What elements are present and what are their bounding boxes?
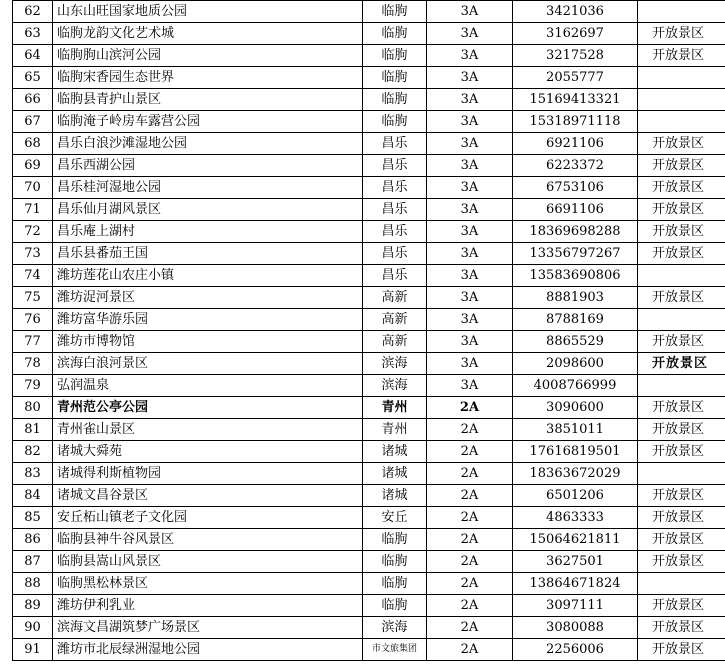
phone-cell: 15318971118	[513, 111, 638, 133]
row-number-cell: 85	[13, 507, 53, 529]
scenic-spot-name-cell: 昌乐白浪沙滩湿地公园	[53, 133, 363, 155]
location-cell: 临朐	[363, 573, 427, 595]
open-status-cell	[638, 463, 725, 485]
row-number-cell: 90	[13, 617, 53, 639]
row-number-cell: 75	[13, 287, 53, 309]
grade-cell: 2A	[427, 595, 513, 617]
phone-cell: 6501206	[513, 485, 638, 507]
open-status-cell: 开放景区	[638, 419, 725, 441]
phone-cell: 3627501	[513, 551, 638, 573]
scenic-spot-name-cell: 临朐黑松林景区	[53, 573, 363, 595]
phone-cell: 3851011	[513, 419, 638, 441]
scenic-spot-name-cell: 临朐县神牛谷风景区	[53, 529, 363, 551]
scenic-spot-name-cell: 临朐龙韵文化艺术城	[53, 23, 363, 45]
scenic-spot-name-cell: 临朐宋香园生态世界	[53, 67, 363, 89]
location-cell: 高新	[363, 309, 427, 331]
phone-cell: 2055777	[513, 67, 638, 89]
row-number-cell: 65	[13, 67, 53, 89]
location-cell: 滨海	[363, 353, 427, 375]
open-status-cell: 开放景区	[638, 507, 725, 529]
location-cell: 临朐	[363, 23, 427, 45]
row-number-cell: 84	[13, 485, 53, 507]
grade-cell: 3A	[427, 287, 513, 309]
open-status-cell	[638, 67, 725, 89]
location-cell: 青州	[363, 419, 427, 441]
phone-cell: 3421036	[513, 1, 638, 23]
row-number-cell: 73	[13, 243, 53, 265]
location-cell: 诸城	[363, 463, 427, 485]
row-number-cell: 71	[13, 199, 53, 221]
location-cell: 临朐	[363, 45, 427, 67]
location-cell: 安丘	[363, 507, 427, 529]
phone-cell: 3080088	[513, 617, 638, 639]
table-row	[13, 507, 725, 529]
grade-cell: 3A	[427, 45, 513, 67]
grade-cell: 3A	[427, 309, 513, 331]
scenic-spot-name-cell: 弘润温泉	[53, 375, 363, 397]
grade-cell: 3A	[427, 265, 513, 287]
table-row	[13, 639, 725, 661]
open-status-cell: 开放景区	[638, 45, 725, 67]
row-number-cell: 82	[13, 441, 53, 463]
scenic-spot-name-cell: 潍坊市北辰绿洲湿地公园	[53, 639, 363, 661]
grade-cell: 3A	[427, 23, 513, 45]
grade-cell: 3A	[427, 375, 513, 397]
grade-cell: 2A	[427, 419, 513, 441]
open-status-cell: 开放景区	[638, 441, 725, 463]
phone-cell: 6753106	[513, 177, 638, 199]
table-row	[13, 111, 725, 133]
open-status-cell: 开放景区	[638, 331, 725, 353]
row-number-cell: 76	[13, 309, 53, 331]
scenic-spot-name-cell: 潍坊市博物馆	[53, 331, 363, 353]
table-row	[13, 551, 725, 573]
table-row	[13, 309, 725, 331]
open-status-cell: 开放景区	[638, 617, 725, 639]
row-number-cell: 63	[13, 23, 53, 45]
open-status-cell	[638, 89, 725, 111]
location-cell: 滨海	[363, 617, 427, 639]
scenic-spot-name-cell: 临朐朐山滨河公园	[53, 45, 363, 67]
phone-cell: 18363672029	[513, 463, 638, 485]
table-row	[13, 331, 725, 353]
scenic-spot-name-cell: 潍坊莲花山农庄小镇	[53, 265, 363, 287]
row-number-cell: 64	[13, 45, 53, 67]
location-cell: 市文旅集团	[363, 639, 427, 661]
grade-cell: 2A	[427, 617, 513, 639]
phone-cell: 17616819501	[513, 441, 638, 463]
location-cell: 诸城	[363, 441, 427, 463]
table-row	[13, 23, 725, 45]
table-row	[13, 529, 725, 551]
open-status-cell	[638, 1, 725, 23]
table-row	[13, 595, 725, 617]
grade-cell: 3A	[427, 155, 513, 177]
open-status-cell: 开放景区	[638, 287, 725, 309]
scenic-spot-name-cell: 昌乐桂河湿地公园	[53, 177, 363, 199]
scenic-spot-name-cell: 潍坊伊利乳业	[53, 595, 363, 617]
grade-cell: 3A	[427, 353, 513, 375]
row-number-cell: 88	[13, 573, 53, 595]
location-cell: 昌乐	[363, 265, 427, 287]
phone-cell: 6921106	[513, 133, 638, 155]
phone-cell: 2098600	[513, 353, 638, 375]
table-row	[13, 89, 725, 111]
row-number-cell: 68	[13, 133, 53, 155]
row-number-cell: 67	[13, 111, 53, 133]
row-number-cell: 79	[13, 375, 53, 397]
phone-cell: 15169413321	[513, 89, 638, 111]
row-number-cell: 77	[13, 331, 53, 353]
location-cell: 昌乐	[363, 177, 427, 199]
table-row	[13, 441, 725, 463]
location-cell: 高新	[363, 331, 427, 353]
phone-cell: 13864671824	[513, 573, 638, 595]
open-status-cell: 开放景区	[638, 221, 725, 243]
open-status-cell: 开放景区	[638, 243, 725, 265]
row-number-cell: 62	[13, 1, 53, 23]
open-status-cell: 开放景区	[638, 639, 725, 661]
grade-cell: 2A	[427, 529, 513, 551]
table-row	[13, 133, 725, 155]
phone-cell: 4008766999	[513, 375, 638, 397]
table-row	[13, 177, 725, 199]
grade-cell: 2A	[427, 551, 513, 573]
scenic-spot-name-cell: 潍坊富华游乐园	[53, 309, 363, 331]
scenic-spot-name-cell: 昌乐县番茄王国	[53, 243, 363, 265]
table-row	[13, 155, 725, 177]
grade-cell: 3A	[427, 243, 513, 265]
scenic-spot-name-cell: 诸城大舜苑	[53, 441, 363, 463]
table-row	[13, 353, 725, 375]
grade-cell: 3A	[427, 89, 513, 111]
table-row	[13, 45, 725, 67]
phone-cell: 6223372	[513, 155, 638, 177]
row-number-cell: 72	[13, 221, 53, 243]
scenic-spot-table	[12, 0, 725, 661]
scenic-spot-name-cell: 临朐县嵩山风景区	[53, 551, 363, 573]
open-status-cell: 开放景区	[638, 133, 725, 155]
row-number-cell: 80	[13, 397, 53, 419]
scenic-spot-name-cell: 诸城文昌谷景区	[53, 485, 363, 507]
scenic-spot-name-cell: 昌乐西湖公园	[53, 155, 363, 177]
grade-cell: 3A	[427, 1, 513, 23]
grade-cell: 2A	[427, 441, 513, 463]
grade-cell: 3A	[427, 177, 513, 199]
grade-cell: 2A	[427, 507, 513, 529]
row-number-cell: 78	[13, 353, 53, 375]
row-number-cell: 81	[13, 419, 53, 441]
grade-cell: 3A	[427, 221, 513, 243]
row-number-cell: 89	[13, 595, 53, 617]
open-status-cell: 开放景区	[638, 155, 725, 177]
grade-cell: 3A	[427, 67, 513, 89]
table-row	[13, 243, 725, 265]
table-row	[13, 617, 725, 639]
grade-cell: 2A	[427, 485, 513, 507]
open-status-cell	[638, 375, 725, 397]
table-row	[13, 397, 725, 419]
location-cell: 临朐	[363, 89, 427, 111]
table-row	[13, 221, 725, 243]
row-number-cell: 91	[13, 639, 53, 661]
table-body	[13, 1, 725, 661]
open-status-cell: 开放景区	[638, 177, 725, 199]
location-cell: 临朐	[363, 111, 427, 133]
phone-cell: 3162697	[513, 23, 638, 45]
table-row	[13, 265, 725, 287]
phone-cell: 2256006	[513, 639, 638, 661]
scenic-spot-name-cell: 山东山旺国家地质公园	[53, 1, 363, 23]
table-row	[13, 573, 725, 595]
location-cell: 昌乐	[363, 199, 427, 221]
row-number-cell: 74	[13, 265, 53, 287]
row-number-cell: 69	[13, 155, 53, 177]
grade-cell: 2A	[427, 397, 513, 419]
table-row	[13, 419, 725, 441]
grade-cell: 3A	[427, 331, 513, 353]
scenic-spot-name-cell: 安丘柘山镇老子文化园	[53, 507, 363, 529]
location-cell: 昌乐	[363, 243, 427, 265]
phone-cell: 8788169	[513, 309, 638, 331]
scenic-spot-name-cell: 青州范公亭公园	[53, 397, 363, 419]
grade-cell: 3A	[427, 133, 513, 155]
table-row	[13, 463, 725, 485]
table-row	[13, 485, 725, 507]
table-row	[13, 67, 725, 89]
phone-cell: 3090600	[513, 397, 638, 419]
location-cell: 昌乐	[363, 155, 427, 177]
phone-cell: 3217528	[513, 45, 638, 67]
scenic-spot-name-cell: 滨海白浪河景区	[53, 353, 363, 375]
location-cell: 昌乐	[363, 133, 427, 155]
open-status-cell	[638, 111, 725, 133]
phone-cell: 8881903	[513, 287, 638, 309]
open-status-cell: 开放景区	[638, 529, 725, 551]
row-number-cell: 66	[13, 89, 53, 111]
open-status-cell: 开放景区	[638, 551, 725, 573]
table-row	[13, 287, 725, 309]
location-cell: 诸城	[363, 485, 427, 507]
scenic-spot-name-cell: 临朐淹子岭房车露营公园	[53, 111, 363, 133]
scenic-spot-name-cell: 昌乐庵上湖村	[53, 221, 363, 243]
open-status-cell: 开放景区	[638, 199, 725, 221]
scenic-spot-name-cell: 昌乐仙月湖风景区	[53, 199, 363, 221]
location-cell: 昌乐	[363, 221, 427, 243]
phone-cell: 13583690806	[513, 265, 638, 287]
phone-cell: 13356797267	[513, 243, 638, 265]
phone-cell: 4863333	[513, 507, 638, 529]
grade-cell: 2A	[427, 639, 513, 661]
row-number-cell: 70	[13, 177, 53, 199]
location-cell: 青州	[363, 397, 427, 419]
scenic-spot-name-cell: 临朐县青护山景区	[53, 89, 363, 111]
phone-cell: 3097111	[513, 595, 638, 617]
location-cell: 临朐	[363, 1, 427, 23]
grade-cell: 2A	[427, 463, 513, 485]
location-cell: 临朐	[363, 595, 427, 617]
phone-cell: 15064621811	[513, 529, 638, 551]
location-cell: 临朐	[363, 529, 427, 551]
scenic-spot-name-cell: 滨海文昌湖筑梦广场景区	[53, 617, 363, 639]
location-cell: 临朐	[363, 67, 427, 89]
phone-cell: 8865529	[513, 331, 638, 353]
row-number-cell: 83	[13, 463, 53, 485]
scenic-spot-name-cell: 诸城得利斯植物园	[53, 463, 363, 485]
open-status-cell	[638, 309, 725, 331]
table-row	[13, 375, 725, 397]
open-status-cell: 开放景区	[638, 353, 725, 375]
scenic-spot-name-cell: 潍坊浞河景区	[53, 287, 363, 309]
open-status-cell: 开放景区	[638, 23, 725, 45]
table-row	[13, 199, 725, 221]
open-status-cell	[638, 573, 725, 595]
location-cell: 滨海	[363, 375, 427, 397]
phone-cell: 6691106	[513, 199, 638, 221]
row-number-cell: 87	[13, 551, 53, 573]
row-number-cell: 86	[13, 529, 53, 551]
open-status-cell: 开放景区	[638, 485, 725, 507]
grade-cell: 3A	[427, 199, 513, 221]
location-cell: 高新	[363, 287, 427, 309]
grade-cell: 2A	[427, 573, 513, 595]
scenic-spot-name-cell: 青州雀山景区	[53, 419, 363, 441]
open-status-cell: 开放景区	[638, 397, 725, 419]
open-status-cell: 开放景区	[638, 595, 725, 617]
table-row	[13, 1, 725, 23]
location-cell: 临朐	[363, 551, 427, 573]
open-status-cell	[638, 265, 725, 287]
grade-cell: 3A	[427, 111, 513, 133]
phone-cell: 18369698288	[513, 221, 638, 243]
